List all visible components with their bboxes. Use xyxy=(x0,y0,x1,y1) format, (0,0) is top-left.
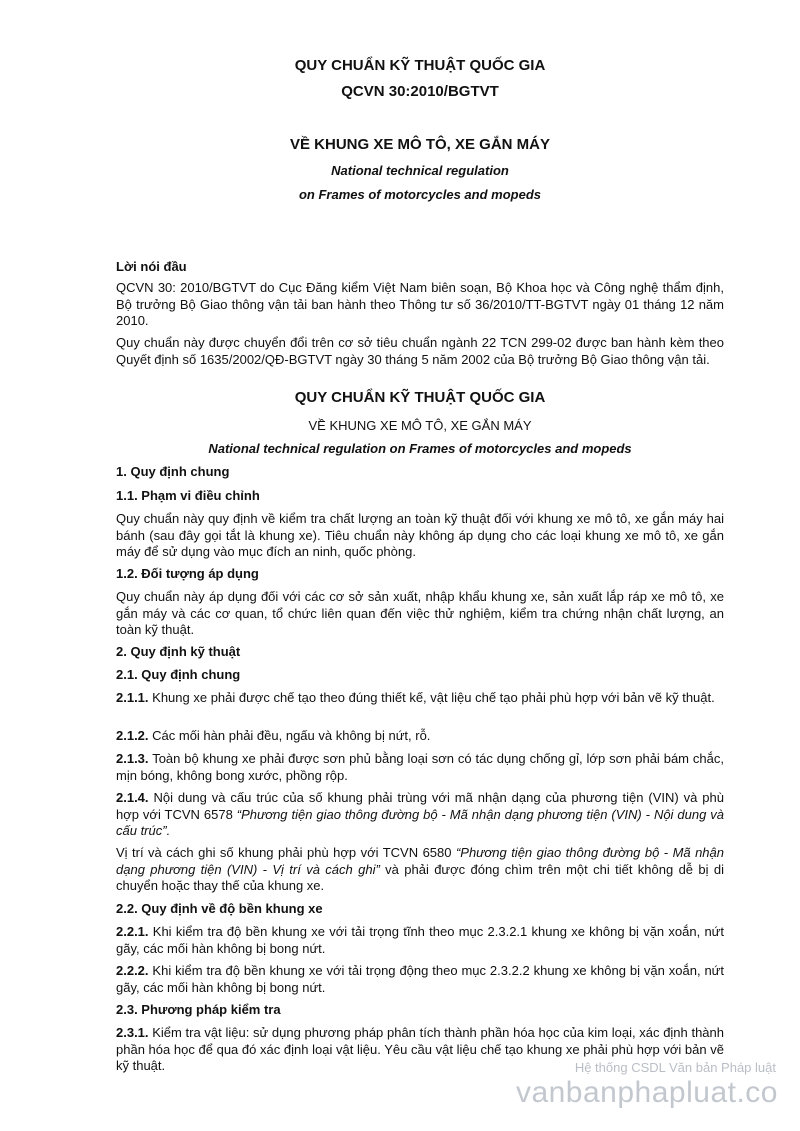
section-1-2-heading: 1.2. Đối tượng áp dụng xyxy=(116,566,259,581)
clause-text: Khi kiểm tra độ bền khung xe với tải trọng tĩnh theo mục 2.3.2.1 khung xe không bị vặn xoắn, nứt gãy, các mối hàn không bị bong nứt. xyxy=(116,924,724,956)
section-2-heading: 2. Quy định kỹ thuật xyxy=(116,644,241,659)
clause-number: 2.2.1. xyxy=(116,924,149,939)
english-title-line2: on Frames of motorcycles and mopeds xyxy=(298,187,541,202)
clause-text-tail: và phải được đóng chìm trên một chi tiết không dễ bị di chuyển hoặc thay thế của khung xe. xyxy=(116,861,724,893)
section-2-1-heading: 2.1. Quy định chung xyxy=(116,667,241,682)
body-subject: VỀ KHUNG XE MÔ TÔ, XE GẮN MÁY xyxy=(308,418,532,433)
clause-2-1-2 xyxy=(116,728,724,745)
foreword-paragraph-1: QCVN 30: 2010/BGTVT do Cục Đăng kiểm Việt Nam biên soạn, Bộ Khoa học và Công nghệ thẩm định, Bộ trưởng Bộ Giao thông vận tải ban hành theo Thông tư số 36/2010/TT-BGTVT ngày 01 tháng 12 năm 2010. xyxy=(116,280,724,328)
clause-citation: “Phương tiện giao thông đường bộ - Mã nhận dạng phương tiện (VIN) - Vị trí và cách ghi” xyxy=(116,845,724,877)
section-1-2-text: Quy chuẩn này áp dụng đối với các cơ sở sản xuất, nhập khẩu khung xe, sản xuất lắp ráp xe mô tô, xe gắn máy và các cơ quan, tổ chức liên quan đến việc thử nghiệm, kiểm tra chứng nhận chất lượng, an toàn kỹ thuật. xyxy=(116,589,724,637)
watermark-site: vanbanphapluat.co xyxy=(515,1076,778,1109)
body-english-title: National technical regulation on Frames of motorcycles and mopeds xyxy=(208,441,632,456)
section-2-2-heading: 2.2. Quy định về độ bền khung xe xyxy=(116,901,323,916)
clause-number: 2.1.2. xyxy=(116,728,149,743)
clause-number: 2.1.3. xyxy=(116,751,149,766)
english-title-line1: National technical regulation xyxy=(331,163,509,178)
section-1-heading: 1. Quy định chung xyxy=(116,464,230,479)
foreword-heading: Lời nói đầu xyxy=(116,259,187,274)
clause-text: Khung xe phải được chế tạo theo đúng thiết kế, vật liệu chế tạo phải phù hợp với bản vẽ kỹ thuật. xyxy=(148,690,715,705)
document-title: QUY CHUẨN KỸ THUẬT QUỐC GIA xyxy=(294,57,546,74)
clause-2-2-1 xyxy=(116,924,724,957)
clause-2-1-3 xyxy=(116,751,724,784)
clause-number: 2.2.2. xyxy=(116,963,149,978)
clause-number: 2.1.1. xyxy=(116,690,149,705)
document-code: QCVN 30:2010/BGTVT xyxy=(341,83,499,100)
clause-number: 2.3.1. xyxy=(116,1025,149,1040)
section-1-1-heading: 1.1. Phạm vi điều chỉnh xyxy=(116,488,260,503)
clause-2-2-2 xyxy=(116,963,724,996)
clause-text: Khi kiểm tra độ bền khung xe với tải trọng động theo mục 2.3.2.2 khung xe không bị vặn xoắn, nứt gãy, các mối hàn không bị bong nứt. xyxy=(116,963,724,995)
clause-text: Vị trí và cách ghi số khung phải phù hợp với TCVN 6580 xyxy=(116,845,456,860)
foreword-paragraph-2: Quy chuẩn này được chuyển đổi trên cơ sở tiêu chuẩn ngành 22 TCN 299-02 được ban hành kèm theo Quyết định số 1635/2002/QĐ-BGTVT ngày 30 tháng 5 năm 2002 của Bộ trưởng Bộ Giao thông vận tải. xyxy=(116,335,724,367)
clause-2-1-4 xyxy=(116,790,724,840)
clause-text: Nội dung và cấu trúc của số khung phải trùng với mã nhận dạng của phương tiện (VIN) và phù hợp với TCVN 6578 xyxy=(116,790,724,822)
clause-text: Các mối hàn phải đều, ngấu và không bị nứt, rỗ. xyxy=(148,728,431,743)
clause-2-1-4-continued xyxy=(116,845,724,895)
section-2-3-heading: 2.3. Phương pháp kiểm tra xyxy=(116,1002,281,1017)
clause-number: 2.1.4. xyxy=(116,790,149,805)
watermark-caption: Hệ thống CSDL Văn bản Pháp luật xyxy=(574,1060,776,1075)
clause-text: Kiểm tra vật liệu: sử dụng phương pháp phân tích thành phần hóa học của kim loại, xác định thành phần hóa học để qua đó xác định loại vật liệu. Yêu cầu vật liệu chế tạo khung xe phải phù hợp với bản vẽ kỹ thuật. xyxy=(116,1025,724,1073)
document-subject: VỀ KHUNG XE MÔ TÔ, XE GẮN MÁY xyxy=(289,136,551,153)
body-title: QUY CHUẨN KỸ THUẬT QUỐC GIA xyxy=(294,389,546,406)
clause-text: Toàn bộ khung xe phải được sơn phủ bằng loại sơn có tác dụng chống gỉ, lớp sơn phải bám chắc, mịn bóng, không bong xước, phồng rộp. xyxy=(116,751,724,783)
section-1-1-text: Quy chuẩn này quy định về kiểm tra chất lượng an toàn kỹ thuật đối với khung xe mô tô, xe gắn máy hai bánh (sau đây gọi tắt là khung xe). Tiêu chuẩn này không áp dụng cho các loại khung xe mô tô, xe gắn máy để sử dụng vào mục đích an ninh, quốc phòng. xyxy=(116,511,724,559)
clause-citation: “Phương tiện giao thông đường bộ - Mã nhận dạng phương tiện (VIN) - Nội dung và cấu trúc”. xyxy=(116,806,724,838)
clause-2-1-1 xyxy=(116,690,724,707)
